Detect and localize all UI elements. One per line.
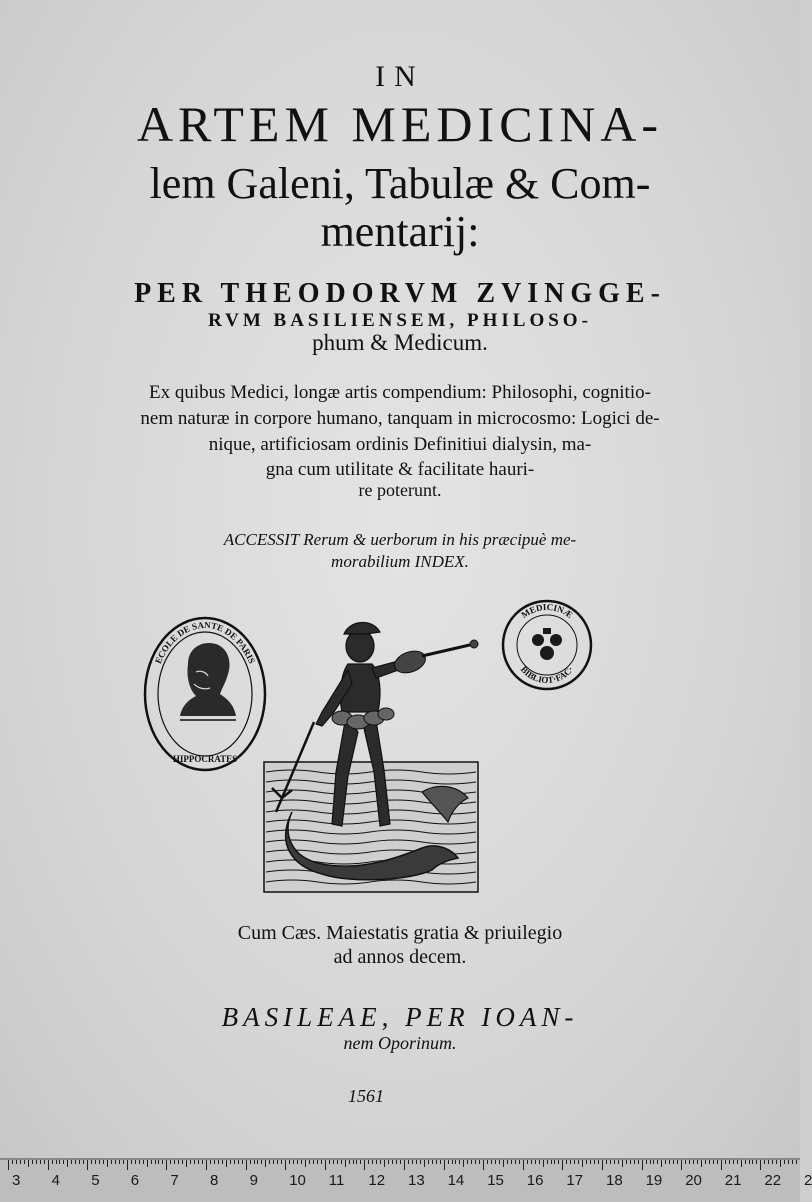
ruler-label: 21: [724, 1172, 742, 1189]
ruler-tick: [483, 1160, 484, 1170]
ruler-tick: [166, 1160, 167, 1170]
ruler-tick: [99, 1160, 100, 1164]
ruler-tick: [289, 1160, 290, 1164]
ruler-label: 11: [328, 1172, 345, 1189]
ruler-tick: [151, 1160, 152, 1164]
stamp-left-caption: HIPPOCRATES: [172, 754, 238, 764]
ruler-tick: [127, 1160, 128, 1170]
ruler-tick: [119, 1160, 120, 1164]
ruler-tick: [424, 1160, 425, 1167]
ruler-tick: [436, 1160, 437, 1164]
ruler-tick: [349, 1160, 350, 1164]
ruler-tick: [329, 1160, 330, 1164]
ruler-tick: [67, 1160, 68, 1167]
ruler-tick: [768, 1160, 769, 1164]
ruler-tick: [269, 1160, 270, 1164]
ruler-tick: [214, 1160, 215, 1164]
ruler-tick: [87, 1160, 88, 1170]
ruler-tick: [669, 1160, 670, 1164]
ruler-tick: [471, 1160, 472, 1164]
ruler-tick: [527, 1160, 528, 1164]
ruler-tick: [685, 1160, 686, 1164]
ruler-tick: [523, 1160, 524, 1170]
library-stamp-right: [500, 598, 594, 692]
ruler-tick: [313, 1160, 314, 1164]
ruler-tick: [491, 1160, 492, 1164]
ruler-tick: [111, 1160, 112, 1164]
privilege-line-2: ad annos decem.: [333, 946, 467, 968]
ruler-tick: [634, 1160, 635, 1164]
ruler-tick: [360, 1160, 361, 1164]
ruler-tick: [162, 1160, 163, 1164]
ruler-tick: [293, 1160, 294, 1164]
ruler-tick: [115, 1160, 116, 1164]
ruler-tick: [701, 1160, 702, 1167]
ruler-tick: [408, 1160, 409, 1164]
ruler-tick: [305, 1160, 306, 1167]
ruler-label: 18: [606, 1172, 623, 1189]
ruler-tick: [455, 1160, 456, 1164]
ruler-tick: [733, 1160, 734, 1164]
ruler-tick: [610, 1160, 611, 1164]
ruler-tick: [52, 1160, 53, 1164]
ruler-tick: [590, 1160, 591, 1164]
ruler-tick: [273, 1160, 274, 1164]
ruler-label: 3: [12, 1172, 21, 1189]
ruler-label: 17: [566, 1172, 584, 1189]
ruler-tick: [749, 1160, 750, 1164]
ruler-tick: [59, 1160, 60, 1164]
ruler-tick: [16, 1160, 17, 1164]
ruler-tick: [618, 1160, 619, 1164]
ruler-label: 2: [804, 1172, 812, 1189]
ruler-label: 6: [130, 1172, 140, 1189]
ruler-tick: [404, 1160, 405, 1170]
ruler-tick: [784, 1160, 785, 1164]
ruler-tick: [519, 1160, 520, 1164]
ruler-tick: [606, 1160, 607, 1164]
library-stamp-left: [140, 612, 270, 772]
ruler-tick: [463, 1160, 464, 1167]
title-line-2: ARTEM MEDICINA-: [136, 96, 664, 152]
stamp-right-bottom: BIBLIOT·FAC·: [518, 664, 576, 686]
ruler-tick: [578, 1160, 579, 1164]
ruler-label: 7: [170, 1172, 179, 1189]
woodcut-illustration: [262, 612, 480, 894]
ruler-tick: [448, 1160, 449, 1164]
ruler-tick: [499, 1160, 500, 1164]
ruler-tick: [337, 1160, 338, 1164]
ruler-tick: [681, 1160, 682, 1170]
ruler-tick: [71, 1160, 72, 1164]
ruler-tick: [531, 1160, 532, 1164]
ruler-tick: [792, 1160, 793, 1164]
ruler-tick: [570, 1160, 571, 1164]
ruler-tick: [317, 1160, 318, 1164]
ruler-tick: [265, 1160, 266, 1167]
ruler-tick: [535, 1160, 536, 1164]
ruler-tick: [63, 1160, 64, 1164]
ruler-tick: [380, 1160, 381, 1164]
ruler-tick: [626, 1160, 627, 1164]
ruler-tick: [582, 1160, 583, 1167]
ruler-tick: [281, 1160, 282, 1164]
ruler-tick: [107, 1160, 108, 1167]
ruler-tick: [261, 1160, 262, 1164]
title-line-4: mentarij:: [320, 207, 480, 256]
ruler-label: 12: [368, 1172, 386, 1189]
ruler-label: 8: [210, 1172, 219, 1189]
ruler-tick: [705, 1160, 706, 1164]
ruler-tick: [622, 1160, 623, 1167]
ruler-tick: [198, 1160, 199, 1164]
ruler-tick: [574, 1160, 575, 1164]
ruler-tick: [653, 1160, 654, 1164]
ruler-tick: [642, 1160, 643, 1170]
description-line: Ex quibus Medici, longæ artis compendium: Philosophi, cognitio-: [149, 382, 651, 403]
ruler-tick: [495, 1160, 496, 1164]
ruler-tick: [796, 1160, 797, 1164]
ruler-tick: [345, 1160, 346, 1167]
ruler-tick: [32, 1160, 33, 1164]
author-line-1: PER THEODORVM ZVINGGE-: [134, 278, 666, 309]
ruler-tick: [416, 1160, 417, 1164]
ruler-tick: [103, 1160, 104, 1164]
ruler-tick: [123, 1160, 124, 1164]
ruler-tick: [158, 1160, 159, 1164]
ruler-tick: [400, 1160, 401, 1164]
ruler-tick: [364, 1160, 365, 1170]
ruler-tick: [155, 1160, 156, 1164]
stamp-left-text: ECOLE DE SANTE DE PARIS: [152, 619, 258, 666]
description-line: nique, artificiosam ordinis Definitiui dialysin, ma-: [208, 434, 592, 455]
ruler-tick: [368, 1160, 369, 1164]
ruler-tick: [372, 1160, 373, 1164]
ruler-tick: [776, 1160, 777, 1164]
ruler-tick: [36, 1160, 37, 1164]
ruler-tick: [301, 1160, 302, 1164]
ruler-tick: [594, 1160, 595, 1164]
ruler-tick: [147, 1160, 148, 1167]
ruler-tick: [356, 1160, 357, 1164]
author-line-2: RVM BASILIENSEM, PHILOSO-: [208, 310, 592, 331]
ruler-tick: [440, 1160, 441, 1164]
ruler-tick: [452, 1160, 453, 1164]
ruler-tick: [507, 1160, 508, 1164]
ruler-tick: [661, 1160, 662, 1167]
ruler-tick: [297, 1160, 298, 1164]
ruler-tick: [226, 1160, 227, 1167]
ruler-tick: [48, 1160, 49, 1170]
ruler-tick: [459, 1160, 460, 1164]
ruler-tick: [566, 1160, 567, 1164]
ruler-tick: [558, 1160, 559, 1164]
ruler-tick: [194, 1160, 195, 1164]
measuring-ruler: [0, 1158, 812, 1202]
ruler-tick: [56, 1160, 57, 1164]
ruler-tick: [721, 1160, 722, 1170]
ruler-tick: [222, 1160, 223, 1164]
ruler-tick: [75, 1160, 76, 1164]
ruler-tick: [28, 1160, 29, 1167]
ruler-tick: [467, 1160, 468, 1164]
ruler-tick: [693, 1160, 694, 1164]
ruler-tick: [554, 1160, 555, 1164]
ruler-tick: [665, 1160, 666, 1164]
ruler-tick: [186, 1160, 187, 1167]
ruler-tick: [40, 1160, 41, 1164]
ruler-tick: [547, 1160, 548, 1164]
ruler-tick: [487, 1160, 488, 1164]
ruler-tick: [772, 1160, 773, 1164]
author-line-3: phum & Medicum.: [312, 330, 488, 355]
ruler-tick: [250, 1160, 251, 1164]
ruler-tick: [673, 1160, 674, 1164]
ruler-tick: [321, 1160, 322, 1164]
ruler-tick: [388, 1160, 389, 1164]
ruler-tick: [713, 1160, 714, 1164]
ruler-tick: [562, 1160, 563, 1170]
ruler-tick: [598, 1160, 599, 1164]
ruler-label: 10: [289, 1172, 306, 1189]
ruler-tick: [602, 1160, 603, 1170]
ruler-tick: [551, 1160, 552, 1164]
ruler-tick: [638, 1160, 639, 1164]
ruler-tick: [717, 1160, 718, 1164]
ruler-label: 13: [408, 1172, 425, 1189]
ruler-tick: [139, 1160, 140, 1164]
ruler-tick: [479, 1160, 480, 1164]
ruler-tick: [725, 1160, 726, 1164]
ruler-tick: [780, 1160, 781, 1167]
ruler-label: 5: [91, 1172, 100, 1189]
ruler-tick: [325, 1160, 326, 1170]
ruler-label: 20: [685, 1172, 702, 1189]
ruler-tick: [428, 1160, 429, 1164]
ruler-tick: [277, 1160, 278, 1164]
ruler-tick: [257, 1160, 258, 1164]
ruler-tick: [24, 1160, 25, 1164]
ruler-label: 19: [645, 1172, 663, 1189]
ruler-tick: [741, 1160, 742, 1167]
ruler-label: 14: [447, 1172, 465, 1189]
ruler-tick: [511, 1160, 512, 1164]
ruler-tick: [210, 1160, 211, 1164]
ruler-tick: [95, 1160, 96, 1164]
ruler-tick: [8, 1160, 9, 1170]
privilege-line-1: Cum Cæs. Maiestatis gratia & priuilegio: [237, 922, 563, 944]
ruler-tick: [131, 1160, 132, 1164]
description-line: nem naturæ in corpore humano, tanquam in microcosmo: Logici de-: [140, 408, 660, 429]
ruler-tick: [341, 1160, 342, 1164]
ruler-tick: [254, 1160, 255, 1164]
stamp-right-top: MEDICINÆ: [519, 601, 575, 621]
ruler-tick: [539, 1160, 540, 1164]
ruler-tick: [697, 1160, 698, 1164]
handwritten-date: 1561: [348, 1086, 384, 1106]
ruler-tick: [376, 1160, 377, 1164]
ruler-tick: [174, 1160, 175, 1164]
ruler-tick: [420, 1160, 421, 1164]
ruler-tick: [79, 1160, 80, 1164]
ruler-tick: [238, 1160, 239, 1164]
ruler-tick: [178, 1160, 179, 1164]
ruler-tick: [333, 1160, 334, 1164]
ruler-label: 4: [51, 1172, 60, 1189]
ruler-tick: [503, 1160, 504, 1167]
ruler-tick: [737, 1160, 738, 1164]
ruler-tick: [614, 1160, 615, 1164]
description-line: re poterunt.: [358, 480, 442, 500]
ruler-tick: [432, 1160, 433, 1164]
ruler-tick: [646, 1160, 647, 1164]
ruler-tick: [412, 1160, 413, 1164]
ruler-tick: [586, 1160, 587, 1164]
ruler-tick: [242, 1160, 243, 1164]
ruler-tick: [91, 1160, 92, 1164]
ruler-tick: [353, 1160, 354, 1164]
ruler-tick: [246, 1160, 247, 1170]
ruler-tick: [756, 1160, 757, 1164]
imprint-line-1: BASILEAE, PER IOAN-: [221, 1002, 579, 1032]
ruler-tick: [630, 1160, 631, 1164]
ruler-label: 9: [249, 1172, 258, 1189]
ruler-tick: [745, 1160, 746, 1164]
title-line-3: lem Galeni, Tabulæ & Com-: [149, 159, 651, 208]
ruler-tick: [12, 1160, 13, 1164]
ruler-tick: [650, 1160, 651, 1164]
ruler-tick: [396, 1160, 397, 1164]
ruler-tick: [764, 1160, 765, 1164]
ruler-tick: [230, 1160, 231, 1164]
ruler-tick: [285, 1160, 286, 1170]
ruler-tick: [515, 1160, 516, 1164]
ruler-tick: [788, 1160, 789, 1164]
title-line-1: IN: [375, 60, 425, 93]
accessit-line-1: ACCESSIT Rerum & uerborum in his præcipuè me-: [223, 530, 577, 549]
ruler-tick: [752, 1160, 753, 1164]
ruler-tick: [234, 1160, 235, 1164]
ruler-tick: [444, 1160, 445, 1170]
ruler-tick: [44, 1160, 45, 1164]
ruler-tick: [677, 1160, 678, 1164]
ruler-tick: [657, 1160, 658, 1164]
ruler-tick: [135, 1160, 136, 1164]
imprint-line-2: nem Oporinum.: [343, 1033, 457, 1053]
ruler-tick: [392, 1160, 393, 1164]
ruler-tick: [729, 1160, 730, 1164]
ruler-tick: [384, 1160, 385, 1167]
ruler-tick: [543, 1160, 544, 1167]
ruler-tick: [206, 1160, 207, 1170]
ruler-tick: [760, 1160, 761, 1170]
ruler-label: 22: [764, 1172, 782, 1189]
ruler-tick: [182, 1160, 183, 1164]
ruler-tick: [20, 1160, 21, 1164]
ruler-label: 15: [487, 1172, 504, 1189]
ruler-tick: [218, 1160, 219, 1164]
ruler-tick: [190, 1160, 191, 1164]
ruler-label: 16: [526, 1172, 544, 1189]
ruler-tick: [143, 1160, 144, 1164]
ruler-tick: [170, 1160, 171, 1164]
ruler-tick: [202, 1160, 203, 1164]
description-line: gna cum utilitate & facilitate hauri-: [265, 459, 535, 480]
ruler-tick: [709, 1160, 710, 1164]
ruler-tick: [475, 1160, 476, 1164]
ruler-tick: [309, 1160, 310, 1164]
ruler-tick: [83, 1160, 84, 1164]
accessit-line-2: morabilium INDEX.: [331, 552, 469, 571]
ruler-tick: [689, 1160, 690, 1164]
